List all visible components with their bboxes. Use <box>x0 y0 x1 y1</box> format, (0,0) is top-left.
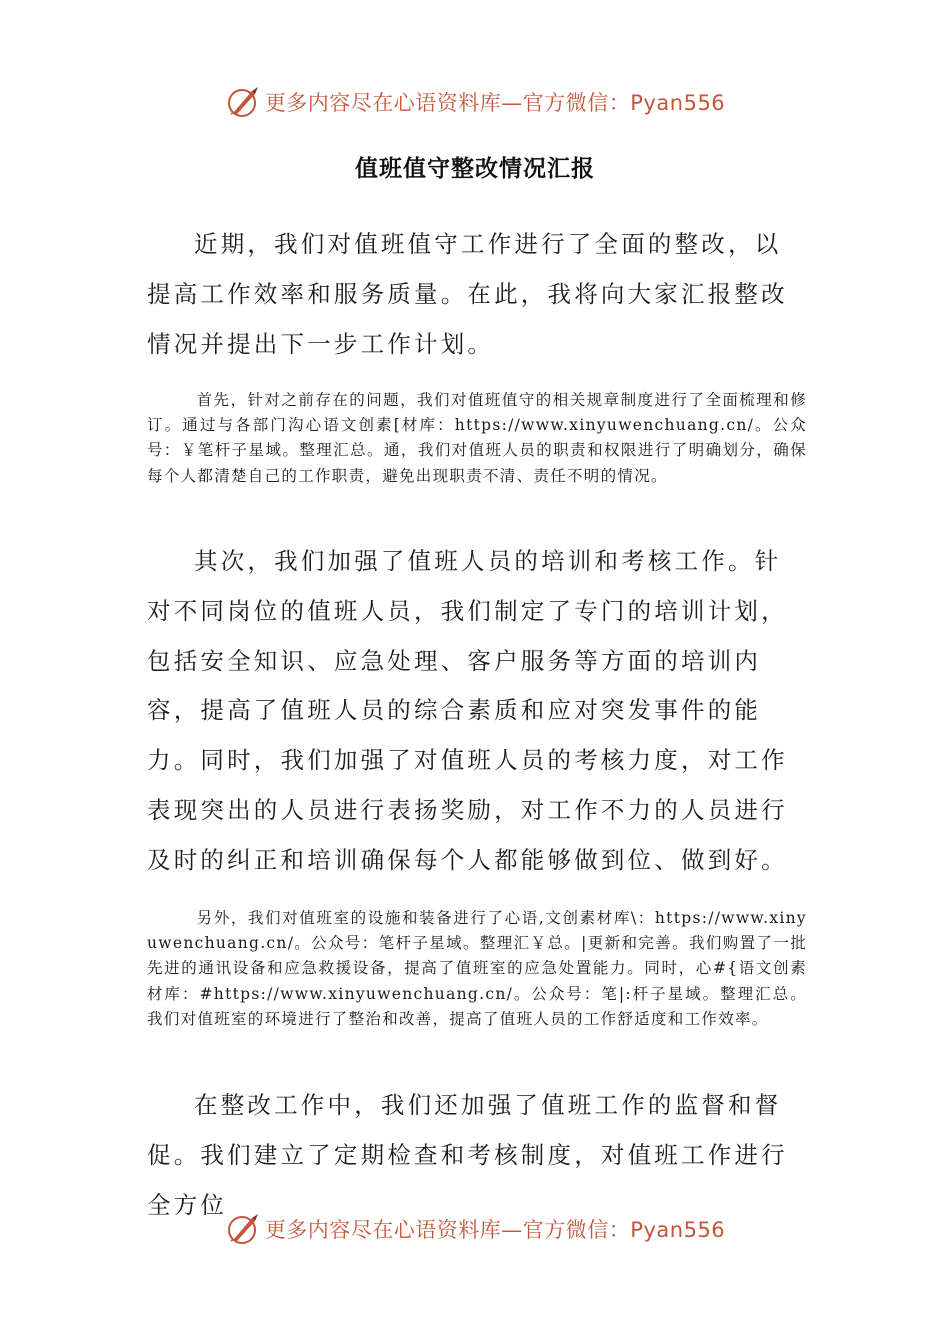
footer-banner-text: 更多内容尽在心语资料库—官方微信：Pyan556 <box>264 1218 726 1242</box>
footer-banner <box>0 1207 950 1251</box>
paragraph-supervision: 在整改工作中，我们还加强了值班工作的监督和督促。我们建立了定期检查和考核制度，对值班工作进行全方位 <box>147 1091 788 1219</box>
quill-pen-icon <box>225 84 261 120</box>
quill-pen-icon <box>225 1211 261 1247</box>
paragraph-facilities: 另外，我们对值班室的设施和装备进行了心语,文创素材库\：https://www.xinyuwenchuang.cn/。公众号：笔杆子星域。整理汇￥总。|更新和完善。我们购置了一批先进的通讯设备和应急救援设备，提高了值班室的应急处置能力。同时，心#{语文创素材库：#https://www.xinyuwenchuang.cn/。公众号：笔|:杆子星域。整理汇总。我们对值班室的环境进行了整治和改善，提高了值班人员的工作舒适度和工作效率。 <box>147 909 807 1028</box>
paragraph-training: 其次，我们加强了值班人员的培训和考核工作。针对不同岗位的值班人员，我们制定了专门的培训计划，包括安全知识、应急处理、客户服务等方面的培训内容，提高了值班人员的综合素质和应对突发事件的能力。同时，我们加强了对值班人员的考核力度，对工作表现突出的人员进行表扬奖励，对工作不力的人员进行及时的纠正和培训确保每个人都能够做到位、做到好。 <box>147 547 788 874</box>
header-banner-text: 更多内容尽在心语资料库—官方微信：Pyan556 <box>264 91 726 115</box>
header-banner <box>0 80 950 124</box>
paragraph-first-measures: 首先，针对之前存在的问题，我们对值班值守的相关规章制度进行了全面梳理和修订。通过与各部门沟心语文创素[材库：https://www.xinyuwenchuang.cn/。公众号：￥笔杆子星域。整理汇总。通，我们对值班人员的职责和权限进行了明确划分，确保每个人都清楚自己的工作职责，避免出现职责不清、责任不明的情况。 <box>147 391 807 485</box>
paragraph-intro: 近期，我们对值班值守工作进行了全面的整改，以提高工作效率和服务质量。在此，我将向大家汇报整改情况并提出下一步工作计划。 <box>147 230 788 358</box>
page-title: 值班值守整改情况汇报 <box>355 156 595 182</box>
